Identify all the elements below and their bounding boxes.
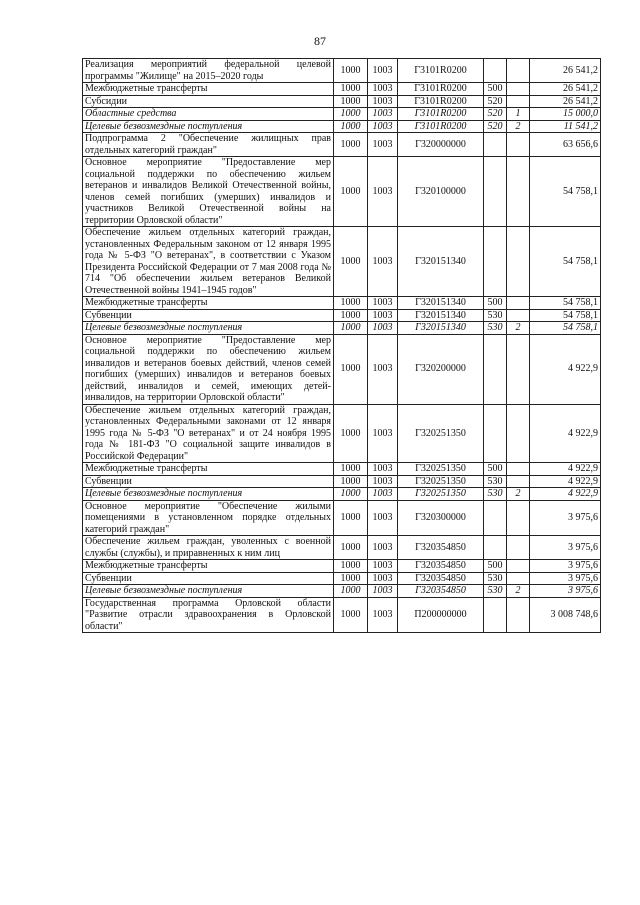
table-row bbox=[83, 120, 601, 133]
subsection-code-cell: 1003 bbox=[368, 227, 398, 297]
section-code-cell: 1000 bbox=[334, 297, 368, 310]
amount-cell: 3 975,6 bbox=[530, 500, 601, 536]
amount-cell: 4 922,9 bbox=[530, 463, 601, 476]
table-row bbox=[83, 597, 601, 633]
target-article-cell: Г320354850 bbox=[398, 585, 484, 598]
subsection-code-cell: 1003 bbox=[368, 560, 398, 573]
target-article-cell: Г320354850 bbox=[398, 572, 484, 585]
table-row bbox=[83, 133, 601, 157]
expense-type-cell: 520 bbox=[484, 108, 507, 121]
expense-type-cell: 530 bbox=[484, 475, 507, 488]
table-row bbox=[83, 309, 601, 322]
amount-cell: 4 922,9 bbox=[530, 488, 601, 501]
amount-cell: 3 975,6 bbox=[530, 572, 601, 585]
amount-cell: 3 975,6 bbox=[530, 536, 601, 560]
section-code-cell: 1000 bbox=[334, 488, 368, 501]
expense-type-cell bbox=[484, 133, 507, 157]
table-row bbox=[83, 59, 601, 83]
funding-source-cell: 2 bbox=[507, 120, 530, 133]
expense-type-cell: 530 bbox=[484, 585, 507, 598]
row-name-cell: Обеспечение жильем отдельных категорий граждан, установленных Федеральным законом от 12 января 1995 года № 5-ФЗ "О ветеранах", в соответствии с Указом Президента Российской Федерации от 7 мая 2008 года № 714 "Об обеспечении жильем ветеранов Великой Отечественной войны 1941–1945 годов" bbox=[83, 227, 334, 297]
subsection-code-cell: 1003 bbox=[368, 322, 398, 335]
target-article-cell: Г3101R0200 bbox=[398, 95, 484, 108]
subsection-code-cell: 1003 bbox=[368, 83, 398, 96]
section-code-cell: 1000 bbox=[334, 463, 368, 476]
section-code-cell: 1000 bbox=[334, 133, 368, 157]
amount-cell: 15 000,0 bbox=[530, 108, 601, 121]
funding-source-cell bbox=[507, 59, 530, 83]
expense-type-cell bbox=[484, 404, 507, 463]
target-article-cell: Г3101R0200 bbox=[398, 59, 484, 83]
expense-type-cell: 500 bbox=[484, 83, 507, 96]
subsection-code-cell: 1003 bbox=[368, 95, 398, 108]
row-name-cell: Реализация мероприятий федеральной целевой программы "Жилище" на 2015–2020 годы bbox=[83, 59, 334, 83]
target-article-cell: Г320354850 bbox=[398, 536, 484, 560]
amount-cell: 63 656,6 bbox=[530, 133, 601, 157]
subsection-code-cell: 1003 bbox=[368, 297, 398, 310]
funding-source-cell bbox=[507, 572, 530, 585]
section-code-cell: 1000 bbox=[334, 309, 368, 322]
subsection-code-cell: 1003 bbox=[368, 108, 398, 121]
section-code-cell: 1000 bbox=[334, 108, 368, 121]
row-name-cell: Субвенции bbox=[83, 309, 334, 322]
section-code-cell: 1000 bbox=[334, 475, 368, 488]
amount-cell: 54 758,1 bbox=[530, 227, 601, 297]
funding-source-cell bbox=[507, 157, 530, 227]
row-name-cell: Целевые безвозмездные поступления bbox=[83, 488, 334, 501]
amount-cell: 3 008 748,6 bbox=[530, 597, 601, 633]
expense-type-cell: 530 bbox=[484, 572, 507, 585]
target-article-cell: Г320251350 bbox=[398, 488, 484, 501]
amount-cell: 4 922,9 bbox=[530, 404, 601, 463]
expense-type-cell: 500 bbox=[484, 560, 507, 573]
subsection-code-cell: 1003 bbox=[368, 120, 398, 133]
expense-type-cell: 520 bbox=[484, 95, 507, 108]
subsection-code-cell: 1003 bbox=[368, 488, 398, 501]
row-name-cell: Подпрограмма 2 "Обеспечение жилищных прав отдельных категорий граждан" bbox=[83, 133, 334, 157]
row-name-cell: Областные средства bbox=[83, 108, 334, 121]
funding-source-cell bbox=[507, 500, 530, 536]
expense-type-cell: 500 bbox=[484, 297, 507, 310]
row-name-cell: Субвенции bbox=[83, 475, 334, 488]
row-name-cell: Государственная программа Орловской области "Развитие отрасли здравоохранения в Орловской области" bbox=[83, 597, 334, 633]
subsection-code-cell: 1003 bbox=[368, 585, 398, 598]
expense-type-cell bbox=[484, 59, 507, 83]
section-code-cell: 1000 bbox=[334, 560, 368, 573]
table-row bbox=[83, 488, 601, 501]
subsection-code-cell: 1003 bbox=[368, 157, 398, 227]
funding-source-cell bbox=[507, 597, 530, 633]
row-name-cell: Целевые безвозмездные поступления bbox=[83, 120, 334, 133]
section-code-cell: 1000 bbox=[334, 322, 368, 335]
target-article-cell: Г320151340 bbox=[398, 227, 484, 297]
funding-source-cell: 2 bbox=[507, 322, 530, 335]
expense-type-cell: 500 bbox=[484, 463, 507, 476]
subsection-code-cell: 1003 bbox=[368, 572, 398, 585]
table-row bbox=[83, 463, 601, 476]
expense-type-cell: 520 bbox=[484, 120, 507, 133]
row-name-cell: Основное мероприятие "Обеспечение жилыми помещениями в установленном порядке отдельных категорий граждан" bbox=[83, 500, 334, 536]
table-row bbox=[83, 322, 601, 335]
row-name-cell: Субсидии bbox=[83, 95, 334, 108]
expense-type-cell bbox=[484, 597, 507, 633]
funding-source-cell bbox=[507, 133, 530, 157]
funding-source-cell bbox=[507, 463, 530, 476]
funding-source-cell bbox=[507, 536, 530, 560]
budget-table-body bbox=[83, 59, 601, 633]
row-name-cell: Обеспечение жильем отдельных категорий граждан, установленных Федеральными законами от 12 января 1995 года № 5-ФЗ "О ветеранах" и от 24 ноября 1995 года № 181-ФЗ "О социальной защите инвалидов в Российской Федерации" bbox=[83, 404, 334, 463]
section-code-cell: 1000 bbox=[334, 59, 368, 83]
amount-cell: 11 541,2 bbox=[530, 120, 601, 133]
table-row bbox=[83, 560, 601, 573]
subsection-code-cell: 1003 bbox=[368, 133, 398, 157]
expense-type-cell bbox=[484, 536, 507, 560]
subsection-code-cell: 1003 bbox=[368, 536, 398, 560]
section-code-cell: 1000 bbox=[334, 157, 368, 227]
table-row bbox=[83, 227, 601, 297]
budget-table bbox=[82, 58, 601, 633]
section-code-cell: 1000 bbox=[334, 95, 368, 108]
target-article-cell: Г320354850 bbox=[398, 560, 484, 573]
expense-type-cell: 530 bbox=[484, 488, 507, 501]
expense-type-cell: 530 bbox=[484, 322, 507, 335]
section-code-cell: 1000 bbox=[334, 500, 368, 536]
table-row bbox=[83, 572, 601, 585]
section-code-cell: 1000 bbox=[334, 585, 368, 598]
amount-cell: 3 975,6 bbox=[530, 560, 601, 573]
funding-source-cell: 2 bbox=[507, 488, 530, 501]
section-code-cell: 1000 bbox=[334, 120, 368, 133]
subsection-code-cell: 1003 bbox=[368, 59, 398, 83]
funding-source-cell bbox=[507, 95, 530, 108]
subsection-code-cell: 1003 bbox=[368, 404, 398, 463]
target-article-cell: Г320000000 bbox=[398, 133, 484, 157]
target-article-cell: Г320151340 bbox=[398, 297, 484, 310]
section-code-cell: 1000 bbox=[334, 572, 368, 585]
amount-cell: 4 922,9 bbox=[530, 475, 601, 488]
amount-cell: 4 922,9 bbox=[530, 334, 601, 404]
row-name-cell: Основное мероприятие "Предоставление мер социальной поддержки по обеспечению жильем ветеранов и инвалидов Великой Отечественной войны, членов семей погибших (умерших) инвалидов и участников Великой Отечественной войны на территории Орловской области" bbox=[83, 157, 334, 227]
table-row bbox=[83, 95, 601, 108]
amount-cell: 54 758,1 bbox=[530, 157, 601, 227]
target-article-cell: Г320151340 bbox=[398, 309, 484, 322]
funding-source-cell bbox=[507, 309, 530, 322]
subsection-code-cell: 1003 bbox=[368, 597, 398, 633]
amount-cell: 54 758,1 bbox=[530, 309, 601, 322]
amount-cell: 54 758,1 bbox=[530, 322, 601, 335]
amount-cell: 54 758,1 bbox=[530, 297, 601, 310]
expense-type-cell: 530 bbox=[484, 309, 507, 322]
target-article-cell: Г320251350 bbox=[398, 463, 484, 476]
amount-cell: 26 541,2 bbox=[530, 83, 601, 96]
subsection-code-cell: 1003 bbox=[368, 309, 398, 322]
row-name-cell: Межбюджетные трансферты bbox=[83, 560, 334, 573]
amount-cell: 26 541,2 bbox=[530, 59, 601, 83]
section-code-cell: 1000 bbox=[334, 227, 368, 297]
row-name-cell: Субвенции bbox=[83, 572, 334, 585]
funding-source-cell: 1 bbox=[507, 108, 530, 121]
subsection-code-cell: 1003 bbox=[368, 475, 398, 488]
target-article-cell: П200000000 bbox=[398, 597, 484, 633]
section-code-cell: 1000 bbox=[334, 597, 368, 633]
table-row bbox=[83, 334, 601, 404]
table-row bbox=[83, 404, 601, 463]
row-name-cell: Межбюджетные трансферты bbox=[83, 297, 334, 310]
target-article-cell: Г3101R0200 bbox=[398, 108, 484, 121]
table-row bbox=[83, 83, 601, 96]
section-code-cell: 1000 bbox=[334, 83, 368, 96]
target-article-cell: Г320251350 bbox=[398, 404, 484, 463]
row-name-cell: Основное мероприятие "Предоставление мер социальной поддержки по обеспечению жильем инвалидов и ветеранов боевых действий, членов семей погибших (умерших) инвалидов и ветеранов боевых действий, инвалидов и семей, имеющих детей-инвалидов, на территории Орловской области" bbox=[83, 334, 334, 404]
funding-source-cell bbox=[507, 297, 530, 310]
table-row bbox=[83, 157, 601, 227]
target-article-cell: Г3101R0200 bbox=[398, 83, 484, 96]
funding-source-cell bbox=[507, 560, 530, 573]
target-article-cell: Г320200000 bbox=[398, 334, 484, 404]
row-name-cell: Целевые безвозмездные поступления bbox=[83, 322, 334, 335]
table-row bbox=[83, 297, 601, 310]
section-code-cell: 1000 bbox=[334, 536, 368, 560]
target-article-cell: Г320300000 bbox=[398, 500, 484, 536]
funding-source-cell bbox=[507, 334, 530, 404]
expense-type-cell bbox=[484, 227, 507, 297]
amount-cell: 26 541,2 bbox=[530, 95, 601, 108]
table-row bbox=[83, 500, 601, 536]
target-article-cell: Г320251350 bbox=[398, 475, 484, 488]
funding-source-cell: 2 bbox=[507, 585, 530, 598]
table-row bbox=[83, 536, 601, 560]
row-name-cell: Обеспечение жильем граждан, уволенных с военной службы (службы), и приравненных к ним лиц bbox=[83, 536, 334, 560]
table-row bbox=[83, 108, 601, 121]
page-number: 87 bbox=[314, 34, 326, 48]
expense-type-cell bbox=[484, 500, 507, 536]
target-article-cell: Г3101R0200 bbox=[398, 120, 484, 133]
section-code-cell: 1000 bbox=[334, 334, 368, 404]
funding-source-cell bbox=[507, 475, 530, 488]
subsection-code-cell: 1003 bbox=[368, 463, 398, 476]
amount-cell: 3 975,6 bbox=[530, 585, 601, 598]
funding-source-cell bbox=[507, 404, 530, 463]
row-name-cell: Целевые безвозмездные поступления bbox=[83, 585, 334, 598]
funding-source-cell bbox=[507, 227, 530, 297]
row-name-cell: Межбюджетные трансферты bbox=[83, 463, 334, 476]
funding-source-cell bbox=[507, 83, 530, 96]
table-row bbox=[83, 585, 601, 598]
table-row bbox=[83, 475, 601, 488]
subsection-code-cell: 1003 bbox=[368, 500, 398, 536]
section-code-cell: 1000 bbox=[334, 404, 368, 463]
target-article-cell: Г320151340 bbox=[398, 322, 484, 335]
subsection-code-cell: 1003 bbox=[368, 334, 398, 404]
row-name-cell: Межбюджетные трансферты bbox=[83, 83, 334, 96]
expense-type-cell bbox=[484, 157, 507, 227]
expense-type-cell bbox=[484, 334, 507, 404]
target-article-cell: Г320100000 bbox=[398, 157, 484, 227]
